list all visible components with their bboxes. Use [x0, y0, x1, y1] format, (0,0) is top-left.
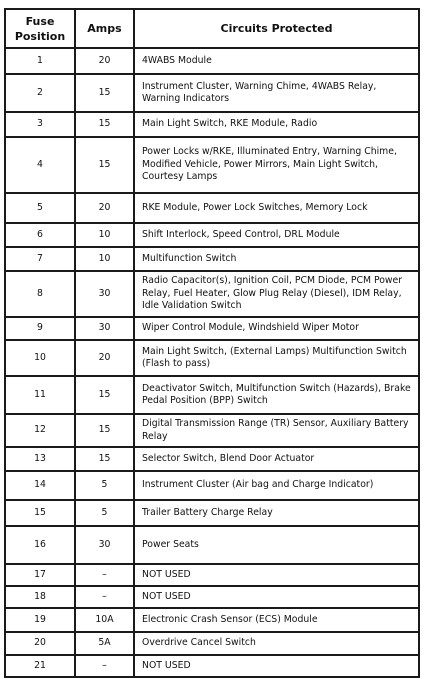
table-header-row: [5, 9, 419, 48]
table-row: [5, 271, 419, 317]
circuits-cell: Wiper Control Module, Windshield Wiper Motor: [134, 317, 419, 340]
amps-cell: 30: [75, 317, 134, 340]
table-row: [5, 500, 419, 526]
amps-cell: 15: [75, 376, 134, 414]
fuse-position-cell: 2: [5, 74, 75, 112]
amps-cell: –: [75, 655, 134, 677]
amps-cell: 15: [75, 414, 134, 447]
amps-cell: 15: [75, 112, 134, 137]
circuits-cell: Digital Transmission Range (TR) Sensor, Auxiliary Battery Relay: [134, 414, 419, 447]
fuse-position-cell: 20: [5, 632, 75, 655]
table-row: [5, 193, 419, 223]
amps-cell: 15: [75, 137, 134, 193]
fuse-position-cell: 1: [5, 48, 75, 74]
fuse-position-cell: 5: [5, 193, 75, 223]
circuits-cell: RKE Module, Power Lock Switches, Memory Lock: [134, 193, 419, 223]
fuse-position-cell: 6: [5, 223, 75, 247]
fuse-position-cell: 16: [5, 526, 75, 564]
circuits-cell: Main Light Switch, RKE Module, Radio: [134, 112, 419, 137]
amps-cell: 20: [75, 193, 134, 223]
fuse-table: [4, 8, 420, 678]
table-row: [5, 48, 419, 74]
amps-cell: –: [75, 564, 134, 586]
table-row: [5, 74, 419, 112]
table-row: [5, 223, 419, 247]
table-row: [5, 447, 419, 471]
circuits-cell: Trailer Battery Charge Relay: [134, 500, 419, 526]
fuse-position-cell: 8: [5, 271, 75, 317]
fuse-position-cell: 9: [5, 317, 75, 340]
amps-cell: 5: [75, 500, 134, 526]
fuse-position-cell: 17: [5, 564, 75, 586]
circuits-cell: Radio Capacitor(s), Ignition Coil, PCM Diode, PCM Power Relay, Fuel Heater, Glow Plug Relay (Diesel), IDM Relay, Idle Validation Switch: [134, 271, 419, 317]
table-row: [5, 137, 419, 193]
amps-cell: 15: [75, 74, 134, 112]
fuse-position-cell: 13: [5, 447, 75, 471]
amps-cell: 15: [75, 447, 134, 471]
circuits-cell: Selector Switch, Blend Door Actuator: [134, 447, 419, 471]
table-row: [5, 564, 419, 586]
circuits-cell: Instrument Cluster (Air bag and Charge Indicator): [134, 471, 419, 500]
table-row: [5, 112, 419, 137]
fuse-position-cell: 19: [5, 608, 75, 632]
amps-cell: 10: [75, 223, 134, 247]
table-row: [5, 247, 419, 271]
circuits-cell: NOT USED: [134, 564, 419, 586]
circuits-cell: 4WABS Module: [134, 48, 419, 74]
table-row: [5, 414, 419, 447]
amps-cell: 5A: [75, 632, 134, 655]
table-row: [5, 655, 419, 677]
header-circuits-protected: Circuits Protected: [134, 9, 419, 48]
circuits-cell: Electronic Crash Sensor (ECS) Module: [134, 608, 419, 632]
circuits-cell: NOT USED: [134, 586, 419, 608]
fuse-position-cell: 21: [5, 655, 75, 677]
fuse-position-cell: 18: [5, 586, 75, 608]
fuse-position-cell: 15: [5, 500, 75, 526]
table-row: [5, 376, 419, 414]
circuits-cell: Instrument Cluster, Warning Chime, 4WABS Relay, Warning Indicators: [134, 74, 419, 112]
table-row: [5, 340, 419, 376]
fuse-position-cell: 11: [5, 376, 75, 414]
amps-cell: 10A: [75, 608, 134, 632]
circuits-cell: Deactivator Switch, Multifunction Switch (Hazards), Brake Pedal Position (BPP) Switch: [134, 376, 419, 414]
amps-cell: –: [75, 586, 134, 608]
amps-cell: 10: [75, 247, 134, 271]
table-row: [5, 608, 419, 632]
fuse-position-cell: 3: [5, 112, 75, 137]
amps-cell: 30: [75, 271, 134, 317]
amps-cell: 30: [75, 526, 134, 564]
table-row: [5, 471, 419, 500]
table-row: [5, 632, 419, 655]
table-row: [5, 586, 419, 608]
circuits-cell: Main Light Switch, (External Lamps) Multifunction Switch (Flash to pass): [134, 340, 419, 376]
amps-cell: 20: [75, 48, 134, 74]
circuits-cell: NOT USED: [134, 655, 419, 677]
circuits-cell: Power Locks w/RKE, Illuminated Entry, Warning Chime, Modified Vehicle, Power Mirrors, Main Light Switch, Courtesy Lamps: [134, 137, 419, 193]
fuse-position-cell: 12: [5, 414, 75, 447]
fuse-position-cell: 4: [5, 137, 75, 193]
header-fuse-position: Fuse Position: [5, 9, 75, 48]
header-amps: Amps: [75, 9, 134, 48]
table-row: [5, 526, 419, 564]
fuse-position-cell: 10: [5, 340, 75, 376]
fuse-position-cell: 14: [5, 471, 75, 500]
fuse-position-cell: 7: [5, 247, 75, 271]
table-row: [5, 317, 419, 340]
circuits-cell: Power Seats: [134, 526, 419, 564]
amps-cell: 20: [75, 340, 134, 376]
circuits-cell: Shift Interlock, Speed Control, DRL Module: [134, 223, 419, 247]
fuse-chart: [4, 8, 418, 671]
circuits-cell: Overdrive Cancel Switch: [134, 632, 419, 655]
circuits-cell: Multifunction Switch: [134, 247, 419, 271]
amps-cell: 5: [75, 471, 134, 500]
